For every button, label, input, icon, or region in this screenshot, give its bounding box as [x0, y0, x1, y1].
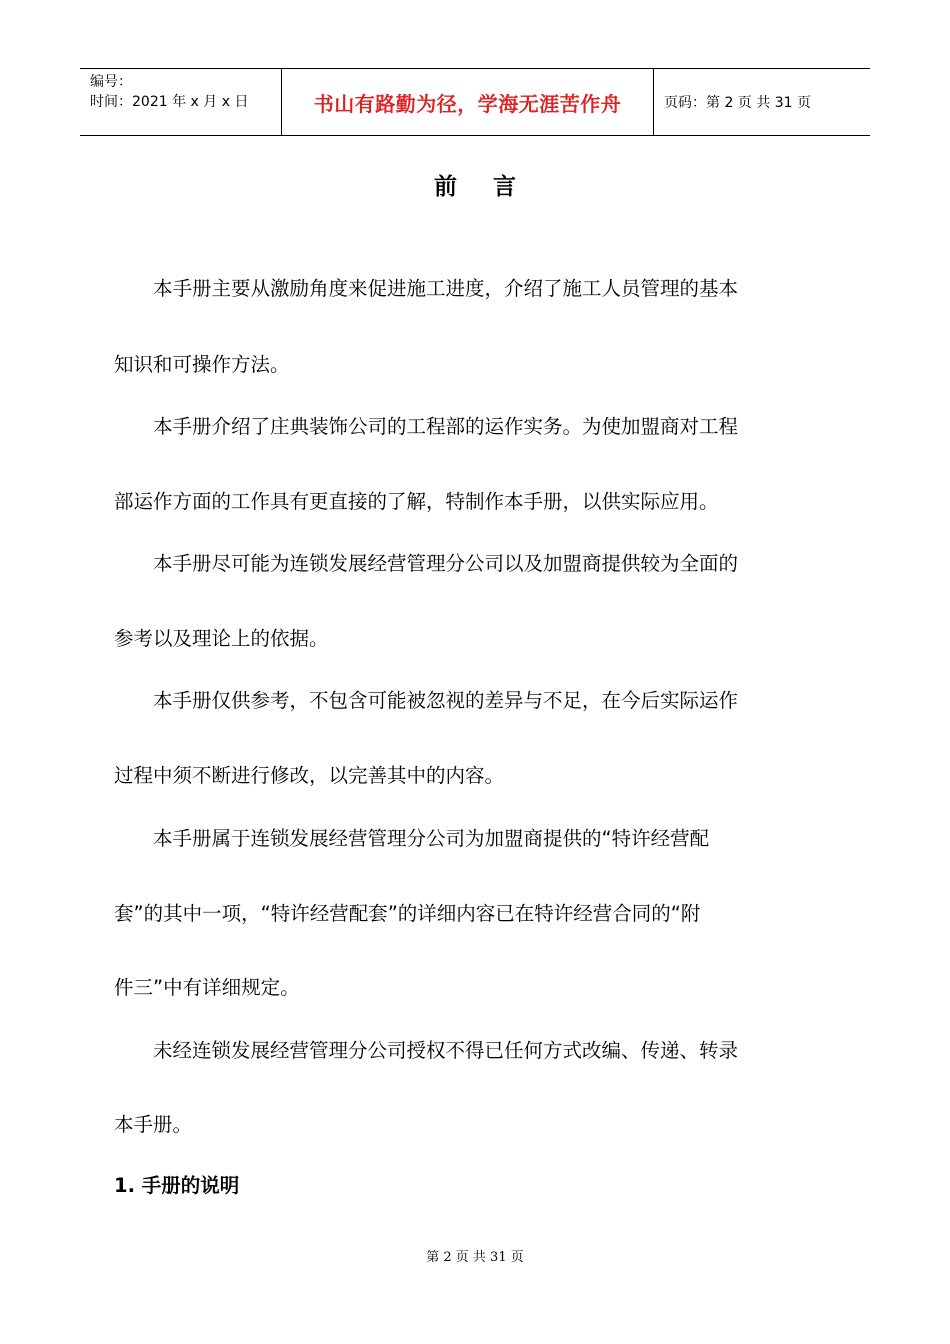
- page-title: 前言: [434, 174, 552, 200]
- page-footer: 第 2 页 共 31 页: [426, 1250, 524, 1265]
- header-page-cell: [654, 69, 870, 135]
- code-label: 编号：: [90, 74, 132, 90]
- body-line: 过程中须不断进行修改，以完善其中的内容。: [114, 764, 505, 787]
- header-page-info: 页码：第 2 页 共 31 页: [664, 95, 811, 111]
- body-line: 本手册介绍了庄典装饰公司的工程部的运作实务。为使加盟商对工程: [114, 415, 739, 438]
- header-motto: 书山有路勤为径，学海无涯苦作舟: [313, 91, 622, 116]
- body-line: 套”的其中一项，“特许经营配套”的详细内容已在特许经营合同的“附: [114, 902, 701, 925]
- body-line: 本手册属于连锁发展经营管理分公司为加盟商提供的“特许经营配: [114, 827, 710, 850]
- date-label: 时间：2021 年 x 月 x 日: [90, 94, 249, 110]
- body-line: 件三”中有详细规定。: [114, 976, 300, 999]
- header-motto-cell: [282, 69, 654, 135]
- body-line: 部运作方面的工作具有更直接的了解，特制作本手册，以供实际应用。: [114, 490, 719, 513]
- body-line: 参考以及理论上的依据。: [114, 627, 329, 650]
- body-line: 本手册。: [114, 1113, 193, 1136]
- header-meta-cell: [80, 69, 282, 135]
- body-line: 知识和可操作方法。: [114, 353, 290, 376]
- body-line: 未经连锁发展经营管理分公司授权不得已任何方式改编、传递、转录: [114, 1039, 739, 1062]
- section-heading: 1. 手册的说明: [114, 1174, 240, 1197]
- body-line: 本手册主要从激励角度来促进施工进度，介绍了施工人员管理的基本: [114, 277, 739, 300]
- body-line: 本手册仅供参考，不包含可能被忽视的差异与不足，在今后实际运作: [114, 689, 739, 712]
- body-line: 本手册尽可能为连锁发展经营管理分公司以及加盟商提供较为全面的: [114, 552, 739, 575]
- document-header: [80, 68, 870, 136]
